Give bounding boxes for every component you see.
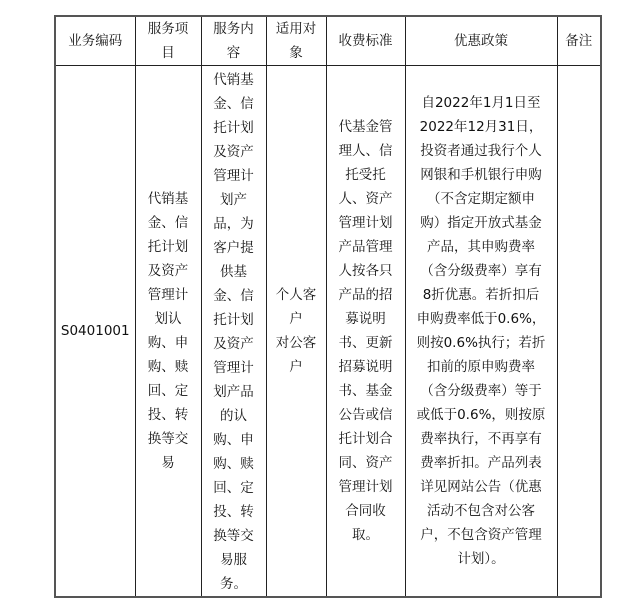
cell-discount-policy: 自2022年1月1日至 2022年12月31日， 投资者通过我行个人 网银和手机银行申购 （不含定期定额申 购）指定开放式基金 产品，其申购费率 （含分级费率）享有 8折优惠。若折扣后 申购费率低于0.6%， 则按0.6%执行；若折 扣前的原申购费率 （含分级费率）等于 或低于0.6%，则按原 费率执行，不再享有 费率折扣。产品列表 详见网站公告（优惠 活动不包含对公客 户，不包含资产管理 计划）。 [405,66,557,598]
cell-fee-standard: 代基金管 理人、信 托受托 人、资产 管理计划 产品管理 人按各只 产品的招 募说明 书、更新 招募说明 书、基金 公告或信 托计划合 同、资产 管理计划 合同收 取。 [326,66,405,598]
header-fee-standard: 收费标准 [326,16,405,66]
cell-remark [557,66,601,598]
header-service-item: 服务项 目 [135,16,201,66]
cell-target: 个人客 户 对公客 户 [266,66,326,598]
header-business-code: 业务编码 [55,16,135,66]
header-discount-policy: 优惠政策 [405,16,557,66]
table-row [55,66,601,598]
header-remark: 备注 [557,16,601,66]
cell-service-content: 代销基 金、信 托计划 及资产 管理计 划产 品，为 客户提 供基 金、信 托计划 及资产 管理计 划产品 的认 购、申 购、赎 回、定 投、转 换等交 易服 务。 [201,66,266,598]
fee-table [54,15,602,598]
table-header-row [55,16,601,66]
cell-business-code: S0401001 [55,66,135,598]
cell-service-item: 代销基 金、信 托计划 及资产 管理计 划认 购、申 购、赎 回、定 投、转 换等交 易 [135,66,201,598]
header-target: 适用对 象 [266,16,326,66]
header-service-content: 服务内 容 [201,16,266,66]
